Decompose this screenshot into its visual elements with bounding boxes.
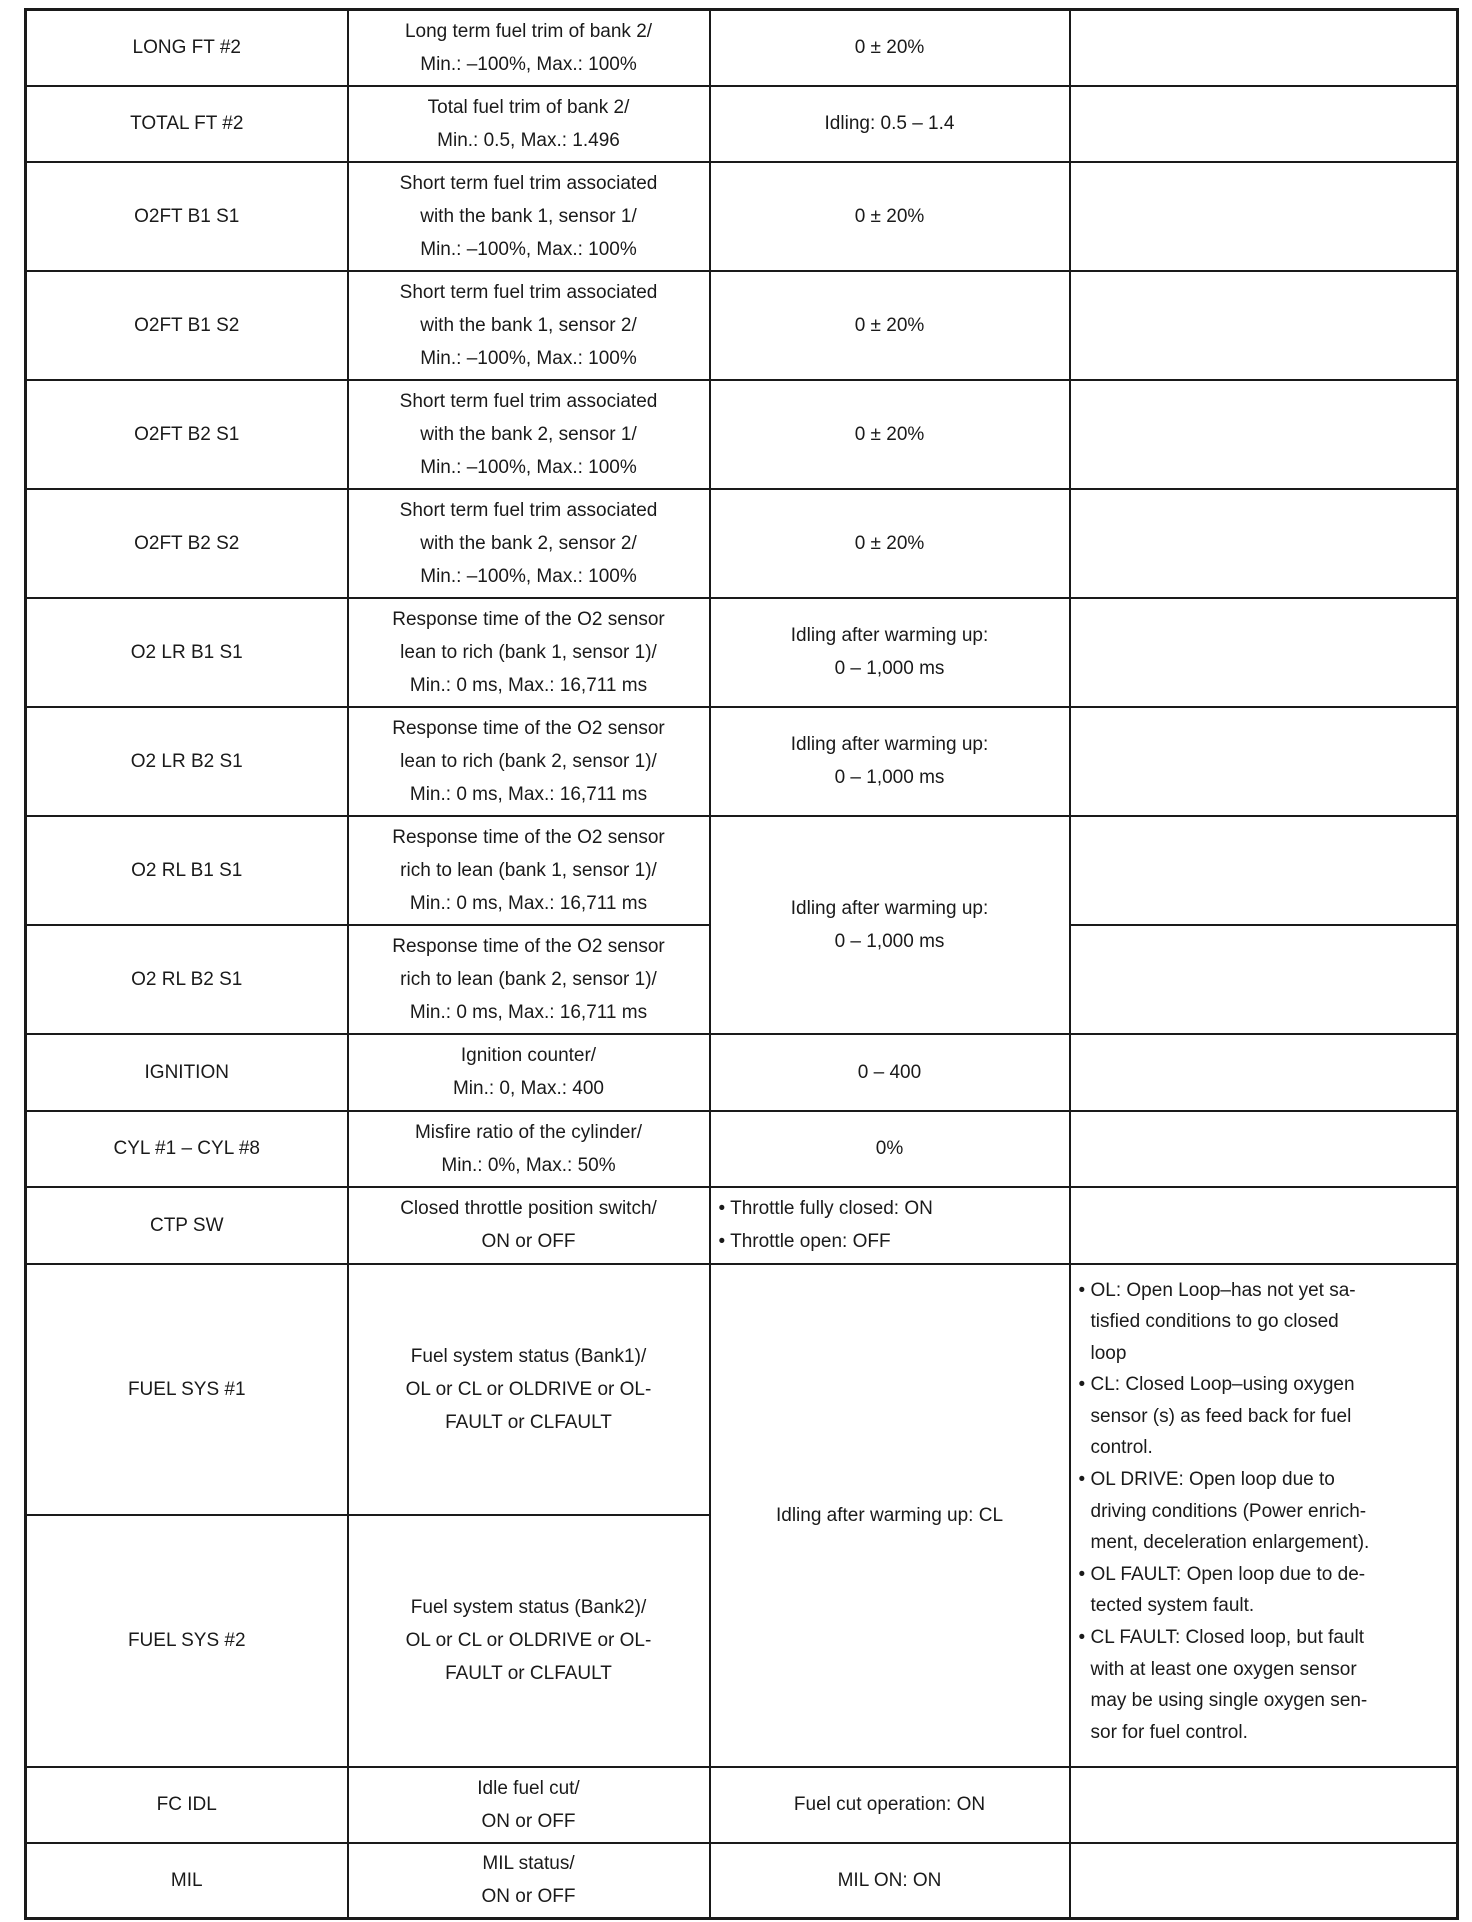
description-cell: Misfire ratio of the cylinder/ Min.: 0%, Max.: 50% xyxy=(348,1111,710,1187)
diagnostic-note-cell xyxy=(1070,271,1458,380)
item-cell: O2 RL B2 S1 xyxy=(26,925,348,1034)
description-cell: Short term fuel trim associated with the bank 2, sensor 1/ Min.: –100%, Max.: 100% xyxy=(348,380,710,489)
diagnostic-note-cell xyxy=(1070,86,1458,162)
condition-cell: 0 ± 20% xyxy=(710,489,1070,598)
table-row xyxy=(26,598,1458,707)
table-row xyxy=(26,1187,1458,1264)
note-item: • CL FAULT: Closed loop, but fault with at least one oxygen sensor may be using single oxygen sen- sor for fuel control. xyxy=(1078,1627,1368,1743)
condition-cell: Fuel cut operation: ON xyxy=(710,1767,1070,1843)
description-cell: Total fuel trim of bank 2/ Min.: 0.5, Max.: 1.496 xyxy=(348,86,710,162)
item-cell: FC IDL xyxy=(26,1767,348,1843)
item-cell: O2 LR B2 S1 xyxy=(26,707,348,816)
note-item: • OL DRIVE: Open loop due to driving conditions (Power enrich- ment, deceleration enlargement). xyxy=(1078,1469,1370,1554)
data-list-table-container xyxy=(24,8,1459,1920)
note-item: • CL: Closed Loop–using oxygen sensor (s) as feed back for fuel control. xyxy=(1078,1374,1355,1459)
condition-cell: 0 ± 20% xyxy=(710,271,1070,380)
diagnostic-note-cell xyxy=(1070,925,1458,1034)
condition-cell: MIL ON: ON xyxy=(710,1843,1070,1919)
item-cell: O2 LR B1 S1 xyxy=(26,598,348,707)
description-cell: Fuel system status (Bank1)/ OL or CL or OLDRIVE or OL- FAULT or CLFAULT xyxy=(348,1264,710,1515)
condition-cell: Idling after warming up: 0 – 1,000 ms xyxy=(710,598,1070,707)
condition-cell-merged: Idling after warming up: 0 – 1,000 ms xyxy=(710,816,1070,1034)
table-row xyxy=(26,1843,1458,1919)
item-cell: TOTAL FT #2 xyxy=(26,86,348,162)
item-cell: O2FT B2 S2 xyxy=(26,489,348,598)
diagnostic-note-cell xyxy=(1070,10,1458,86)
table-row xyxy=(26,86,1458,162)
diagnostic-note-cell xyxy=(1070,598,1458,707)
diagnostic-note-cell xyxy=(1070,816,1458,925)
diagnostic-note-cell xyxy=(1070,707,1458,816)
table-row xyxy=(26,162,1458,271)
item-cell: CYL #1 – CYL #8 xyxy=(26,1111,348,1187)
table-row xyxy=(26,1767,1458,1843)
note-item: • OL: Open Loop–has not yet sa- tisfied conditions to go closed loop xyxy=(1078,1279,1356,1364)
description-cell: Response time of the O2 sensor rich to lean (bank 2, sensor 1)/ Min.: 0 ms, Max.: 16,711 ms xyxy=(348,925,710,1034)
condition-cell: 0 ± 20% xyxy=(710,162,1070,271)
fuel-system-status-notes xyxy=(1070,1264,1458,1767)
condition-cell: Idling after warming up: 0 – 1,000 ms xyxy=(710,707,1070,816)
table-row xyxy=(26,1111,1458,1187)
diagnostic-note-cell xyxy=(1070,380,1458,489)
table-row xyxy=(26,816,1458,925)
description-cell: Closed throttle position switch/ ON or OFF xyxy=(348,1187,710,1264)
diagnostic-note-cell xyxy=(1070,489,1458,598)
description-cell: Ignition counter/ Min.: 0, Max.: 400 xyxy=(348,1034,710,1111)
description-cell: Response time of the O2 sensor lean to rich (bank 1, sensor 1)/ Min.: 0 ms, Max.: 16,711 ms xyxy=(348,598,710,707)
table-row xyxy=(26,707,1458,816)
item-cell: O2 RL B1 S1 xyxy=(26,816,348,925)
condition-cell: Idling: 0.5 – 1.4 xyxy=(710,86,1070,162)
condition-cell: • Throttle fully closed: ON • Throttle open: OFF xyxy=(710,1187,1070,1264)
item-cell: O2FT B1 S2 xyxy=(26,271,348,380)
description-cell: Response time of the O2 sensor rich to lean (bank 1, sensor 1)/ Min.: 0 ms, Max.: 16,711 ms xyxy=(348,816,710,925)
diagnostic-note-cell xyxy=(1070,1843,1458,1919)
table-row xyxy=(26,1264,1458,1515)
item-cell: O2FT B2 S1 xyxy=(26,380,348,489)
item-cell: CTP SW xyxy=(26,1187,348,1264)
table-row xyxy=(26,271,1458,380)
item-cell: IGNITION xyxy=(26,1034,348,1111)
description-cell: Short term fuel trim associated with the bank 1, sensor 1/ Min.: –100%, Max.: 100% xyxy=(348,162,710,271)
description-cell: Short term fuel trim associated with the bank 1, sensor 2/ Min.: –100%, Max.: 100% xyxy=(348,271,710,380)
condition-cell: 0 – 400 xyxy=(710,1034,1070,1111)
diagnostic-note-cell xyxy=(1070,1187,1458,1264)
item-cell: MIL xyxy=(26,1843,348,1919)
note-item: • OL FAULT: Open loop due to de- tected system fault. xyxy=(1078,1563,1366,1617)
condition-cell: 0 ± 20% xyxy=(710,380,1070,489)
item-cell: LONG FT #2 xyxy=(26,10,348,86)
description-cell: Idle fuel cut/ ON or OFF xyxy=(348,1767,710,1843)
table-row xyxy=(26,10,1458,86)
description-cell: Short term fuel trim associated with the bank 2, sensor 2/ Min.: –100%, Max.: 100% xyxy=(348,489,710,598)
description-cell: Long term fuel trim of bank 2/ Min.: –100%, Max.: 100% xyxy=(348,10,710,86)
condition-cell-merged: Idling after warming up: CL xyxy=(710,1264,1070,1767)
description-cell: Fuel system status (Bank2)/ OL or CL or OLDRIVE or OL- FAULT or CLFAULT xyxy=(348,1515,710,1767)
table-row xyxy=(26,380,1458,489)
description-cell: MIL status/ ON or OFF xyxy=(348,1843,710,1919)
table-row xyxy=(26,1034,1458,1111)
diagnostic-note-cell xyxy=(1070,1111,1458,1187)
item-cell: FUEL SYS #1 xyxy=(26,1264,348,1515)
diagnostic-note-cell xyxy=(1070,162,1458,271)
item-cell: FUEL SYS #2 xyxy=(26,1515,348,1767)
data-list-table xyxy=(24,8,1459,1920)
diagnostic-note-cell xyxy=(1070,1034,1458,1111)
condition-cell: 0 ± 20% xyxy=(710,10,1070,86)
table-row xyxy=(26,489,1458,598)
condition-cell: 0% xyxy=(710,1111,1070,1187)
diagnostic-note-cell xyxy=(1070,1767,1458,1843)
description-cell: Response time of the O2 sensor lean to rich (bank 2, sensor 1)/ Min.: 0 ms, Max.: 16,711 ms xyxy=(348,707,710,816)
item-cell: O2FT B1 S1 xyxy=(26,162,348,271)
